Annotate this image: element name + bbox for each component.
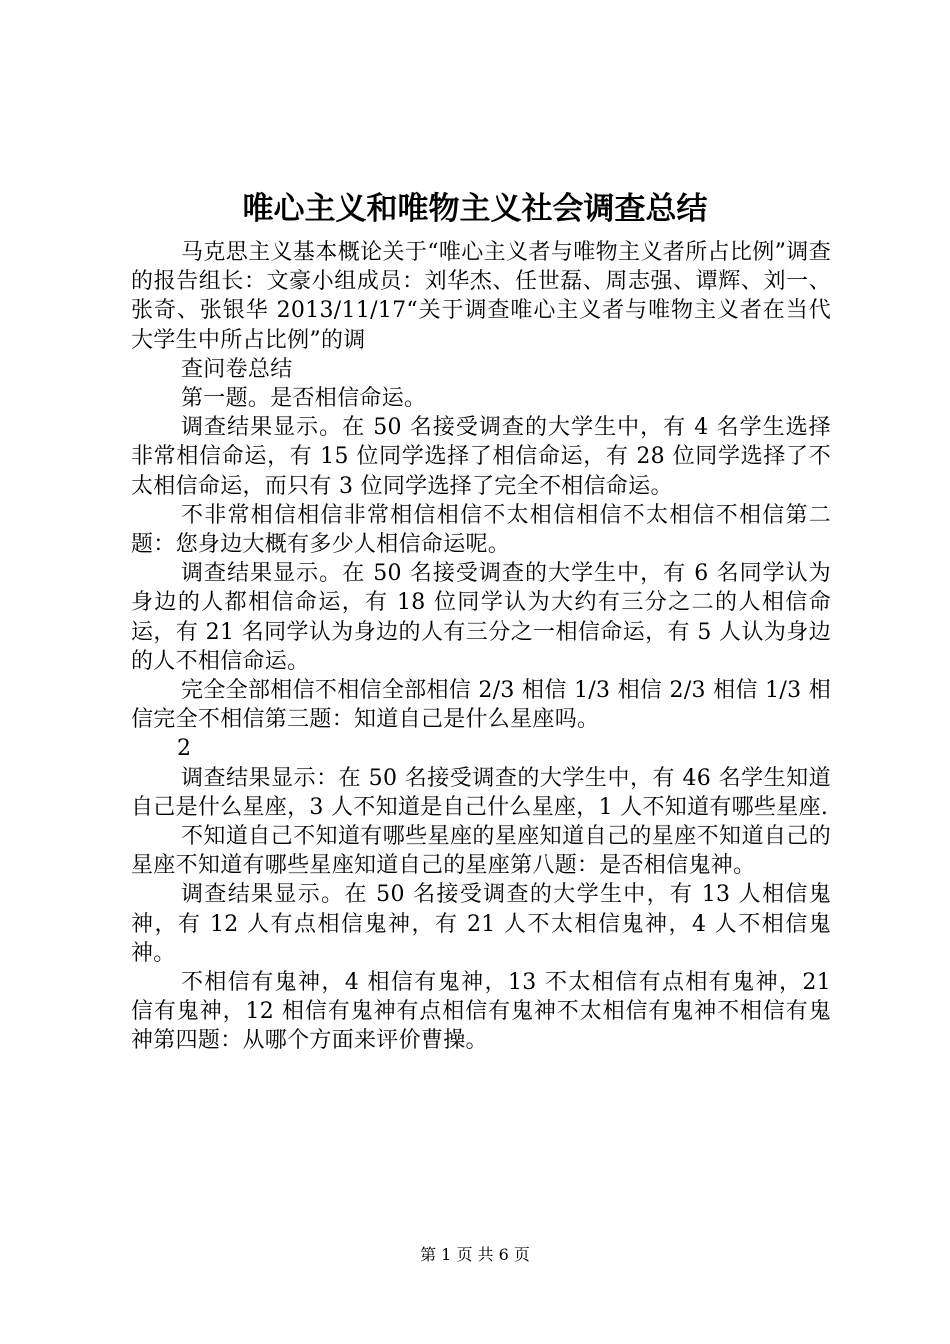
question-3-chart-labels: 不知道自己不知道有哪些星座的星座知道自己的星座不知道自己的星座不知道有哪些星座知道自己的星座第八题：是否相信鬼神。	[131, 824, 831, 879]
document-body	[131, 238, 831, 1056]
paragraph-intro-continued: 查问卷总结	[181, 356, 293, 382]
question-2-chart-labels: 完全全部相信不相信全部相信 2/3 相信 1/3 相信 2/3 相信 1/3 相信完全不相信第三题：知道自己是什么星座吗。	[131, 678, 831, 733]
question-8-chart-labels: 不相信有鬼神，4 相信有鬼神，13 不太相信有点相有鬼神，21 信有鬼神，12 相信有鬼神有点相信有鬼神不太相信有鬼神不相信有鬼神第四题：从哪个方面来评价曹操。	[131, 970, 831, 1054]
question-1-chart-labels: 不非常相信相信非常相信相信不太相信相信不太相信不相信第二题：您身边大概有多少人相信命运呢。	[131, 502, 831, 558]
paragraph-intro: 马克思主义基本概论关于“唯心主义者与唯物主义者所占比例”调查的报告组长：文豪小组成员：刘华杰、任世磊、周志强、谭辉、刘一、张奇、张银华 2013/11/17“关于调查唯心主义者与唯物主义者在当代大学生中所占比例”的调	[131, 240, 831, 353]
question-8-results: 调查结果显示。在 50 名接受调查的大学生中，有 13 人相信鬼神，有 12 人有点相信鬼神，有 21 人不太相信鬼神，4 人不相信鬼神。	[131, 882, 831, 966]
question-1-heading: 第一题。是否相信命运。	[181, 386, 427, 412]
question-2-results: 调查结果显示。在 50 名接受调查的大学生中，有 6 名同学认为身边的人都相信命运，有 18 位同学认为大约有三分之二的人相信命运，有 21 名同学认为身边的人有三分之一相信命运，有 5 人认为身边的人不相信命运。	[131, 561, 831, 674]
page-number-footer: 第 1 页 共 6 页	[420, 1245, 530, 1264]
question-1-results: 调查结果显示。在 50 名接受调查的大学生中，有 4 名学生选择非常相信命运，有 15 位同学选择了相信命运，有 28 位同学选择了不太相信命运，而只有 3 位同学选择了完全不相信命运。	[131, 415, 831, 499]
stray-number: 2	[177, 736, 192, 762]
document-title: 唯心主义和唯物主义社会调查总结	[242, 191, 708, 227]
question-3-results: 调查结果显示：在 50 名接受调查的大学生中，有 46 名学生知道自己是什么星座，3 人不知道是自己什么星座，1 人不知道有哪些星座.	[131, 765, 831, 820]
